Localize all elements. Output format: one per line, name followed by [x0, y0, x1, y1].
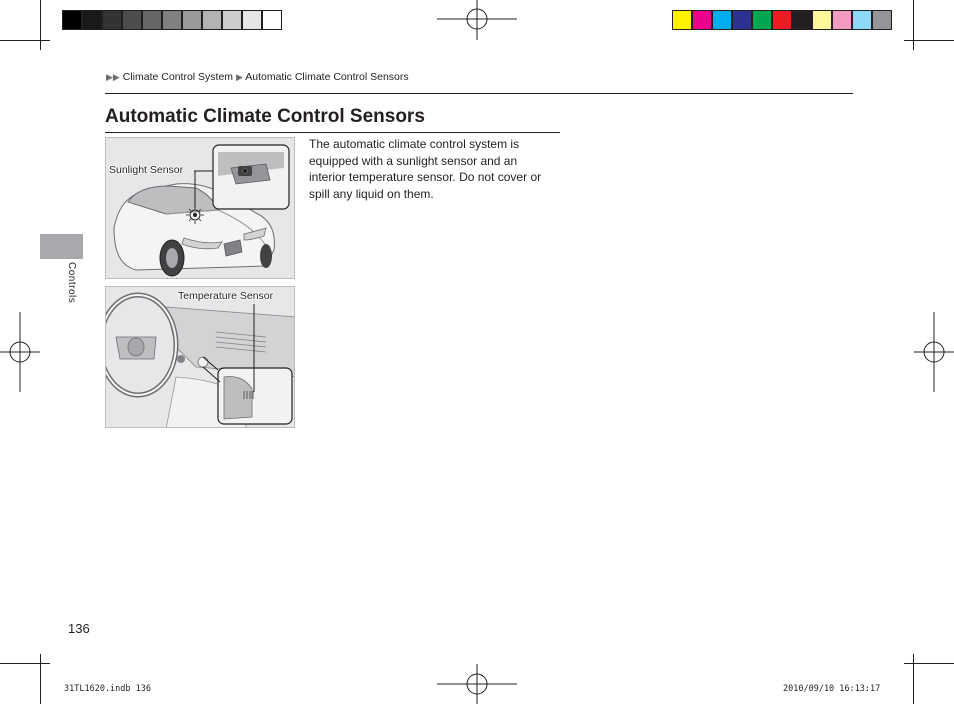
- footer-timestamp: 2010/09/10 16:13:17: [783, 684, 881, 694]
- registration-swatch: [202, 10, 222, 30]
- registration-swatch: [262, 10, 282, 30]
- car-illustration: [106, 138, 295, 279]
- registration-swatch: [752, 10, 772, 30]
- breadcrumb-separator: ▶: [235, 72, 243, 82]
- registration-swatch: [672, 10, 692, 30]
- registration-target-bottom: [437, 664, 517, 704]
- registration-swatch: [102, 10, 122, 30]
- registration-swatch: [872, 10, 892, 30]
- registration-swatch: [242, 10, 262, 30]
- sunlight-sensor-figure: [105, 137, 295, 279]
- section-tab-label: Controls: [66, 262, 77, 304]
- title-rule: [105, 132, 560, 133]
- breadcrumb-marker: ▶▶: [106, 72, 120, 82]
- body-line: interior temperature sensor. Do not cover or: [309, 170, 542, 184]
- header-rule: [105, 93, 853, 94]
- breadcrumb-section[interactable]: Climate Control System: [122, 71, 234, 83]
- registration-swatch: [772, 10, 792, 30]
- page-title: Automatic Climate Control Sensors: [105, 106, 425, 127]
- registration-swatch: [222, 10, 242, 30]
- registration-swatch: [692, 10, 712, 30]
- registration-target-left: [0, 312, 40, 392]
- registration-swatch: [142, 10, 162, 30]
- registration-swatch: [792, 10, 812, 30]
- breadcrumb-current: Automatic Climate Control Sensors: [245, 71, 409, 83]
- registration-swatch: [82, 10, 102, 30]
- body-line: equipped with a sunlight sensor and an: [309, 153, 518, 168]
- dashboard-illustration: [106, 287, 295, 428]
- footer-file-info: 31TL1620.indb 136: [64, 684, 151, 694]
- registration-swatch: [162, 10, 182, 30]
- registration-swatch: [832, 10, 852, 30]
- registration-swatch: [852, 10, 872, 30]
- breadcrumb: [106, 71, 409, 83]
- registration-target-top: [437, 0, 517, 40]
- registration-swatch: [812, 10, 832, 30]
- page-number: 136: [68, 621, 90, 636]
- body-line: spill any liquid on them.: [309, 186, 434, 201]
- temperature-sensor-figure: [105, 286, 295, 428]
- registration-swatch: [62, 10, 82, 30]
- registration-swatch: [182, 10, 202, 30]
- temperature-sensor-label: Temperature Sensor: [178, 290, 274, 302]
- registration-swatch: [732, 10, 752, 30]
- sunlight-sensor-label: Sunlight Sensor: [109, 164, 184, 176]
- registration-target-right: [914, 312, 954, 392]
- body-paragraph: [309, 136, 559, 202]
- registration-swatch: [712, 10, 732, 30]
- body-line: The automatic climate control system is: [309, 137, 520, 151]
- section-tab: [40, 234, 83, 259]
- registration-swatch: [122, 10, 142, 30]
